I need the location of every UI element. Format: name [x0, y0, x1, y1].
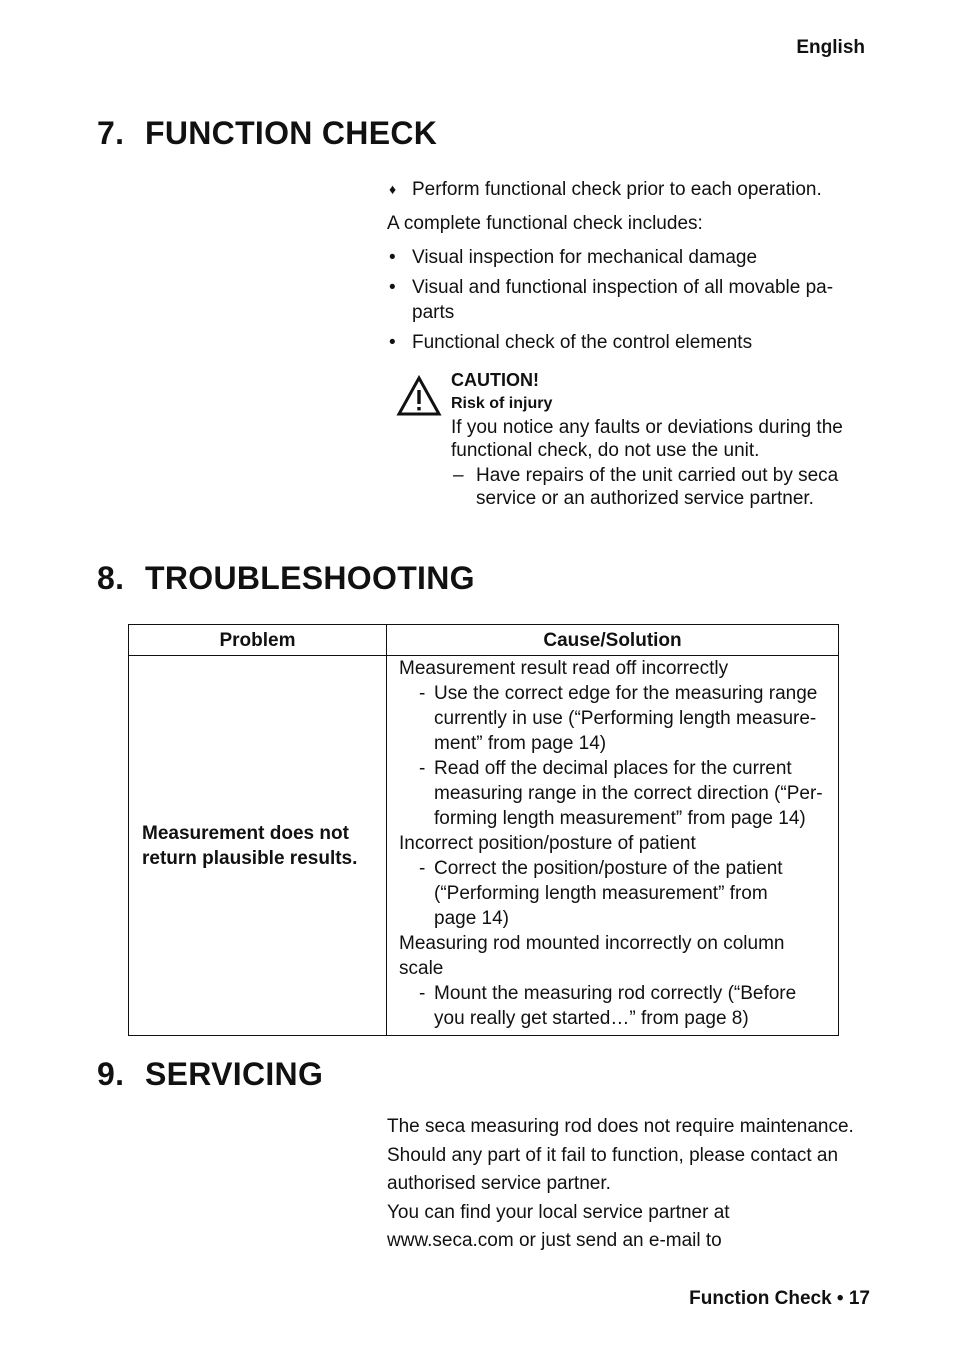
solution-text: Mount the measuring rod correctly (“Before you really get started…” from page 8) — [434, 983, 797, 1029]
bullet-icon: • — [389, 332, 396, 353]
check-item-text: Functional check of the control elements — [412, 332, 753, 353]
solution-text: Correct the position/posture of the patient (“Performing length measurement” from page 14) — [434, 858, 783, 929]
check-item-text: Visual inspection for mechanical damage — [412, 247, 758, 268]
table-row — [129, 656, 839, 1036]
section-9-number: 9. — [97, 1056, 125, 1092]
section-8-heading — [97, 560, 475, 597]
solution-item — [399, 856, 838, 931]
solution-text: Read off the decimal places for the current measuring range in the correct direction (“Per-forming length measurement” from page 14) — [434, 758, 823, 829]
cause-text: Incorrect position/posture of patient — [399, 833, 696, 854]
dash-bullet-icon: - — [419, 758, 426, 779]
cause-text: Measuring rod mounted incorrectly on column scale — [399, 933, 785, 979]
dash-bullet-icon: - — [419, 683, 426, 704]
warning-triangle-icon — [396, 375, 442, 417]
check-list-item — [387, 330, 867, 355]
dash-bullet-icon: - — [419, 858, 426, 879]
caution-action-text: Have repairs of the unit carried out by seca service or an authorized service partner. — [476, 465, 839, 509]
check-item-text: Visual and functional inspection of all movable pa-parts — [412, 277, 834, 323]
dash-bullet-icon: – — [453, 465, 464, 486]
dash-bullet-icon: - — [419, 983, 426, 1004]
solution-item — [399, 981, 838, 1031]
caution-subtitle: Risk of injury — [451, 395, 553, 412]
caution-action — [451, 464, 871, 510]
instruction-item — [387, 177, 867, 202]
function-check-body — [387, 177, 867, 355]
section-7-heading — [97, 115, 437, 152]
diamond-bullet-icon: ♦ — [389, 181, 397, 197]
check-list-item — [387, 245, 867, 270]
problem-cell: Measurement does not return plausible results. — [129, 656, 387, 1036]
section-9-title: SERVICING — [145, 1056, 324, 1092]
cause-solution-cell — [387, 656, 839, 1036]
section-9-heading — [97, 1056, 323, 1093]
language-label: English — [796, 37, 865, 58]
troubleshooting-table — [128, 624, 839, 1036]
section-8-number: 8. — [97, 560, 125, 596]
section-7-number: 7. — [97, 115, 125, 151]
caution-title: CAUTION! — [451, 370, 539, 390]
column-header-cause-solution: Cause/Solution — [387, 625, 839, 656]
solution-item — [399, 756, 838, 831]
column-header-problem: Problem — [129, 625, 387, 656]
section-8-title: TROUBLESHOOTING — [145, 560, 475, 596]
check-list-item — [387, 275, 852, 325]
cause-text: Measurement result read off incorrectly — [399, 658, 729, 679]
servicing-paragraph: The seca measuring rod does not require maintenance. Should any part of it fail to function, please contact an authorised service partner. — [387, 1116, 854, 1194]
caution-text: If you notice any faults or deviations during the functional check, do not use the unit. — [451, 417, 843, 461]
bullet-icon: • — [389, 247, 396, 268]
instruction-text: Perform functional check prior to each operation. — [412, 179, 822, 200]
solution-text: Use the correct edge for the measuring range currently in use (“Performing length measure-ment” from page 14) — [434, 683, 818, 754]
check-intro: A complete functional check includes: — [387, 213, 703, 234]
table-header-row — [129, 625, 839, 656]
solution-item — [399, 681, 838, 756]
servicing-paragraph: You can find your local service partner at www.seca.com or just send an e-mail to — [387, 1201, 730, 1251]
section-7-title: FUNCTION CHECK — [145, 115, 438, 151]
page-footer: Function Check • 17 — [689, 1288, 870, 1309]
bullet-icon: • — [389, 277, 396, 298]
servicing-body — [387, 1113, 887, 1256]
caution-box — [451, 368, 871, 510]
